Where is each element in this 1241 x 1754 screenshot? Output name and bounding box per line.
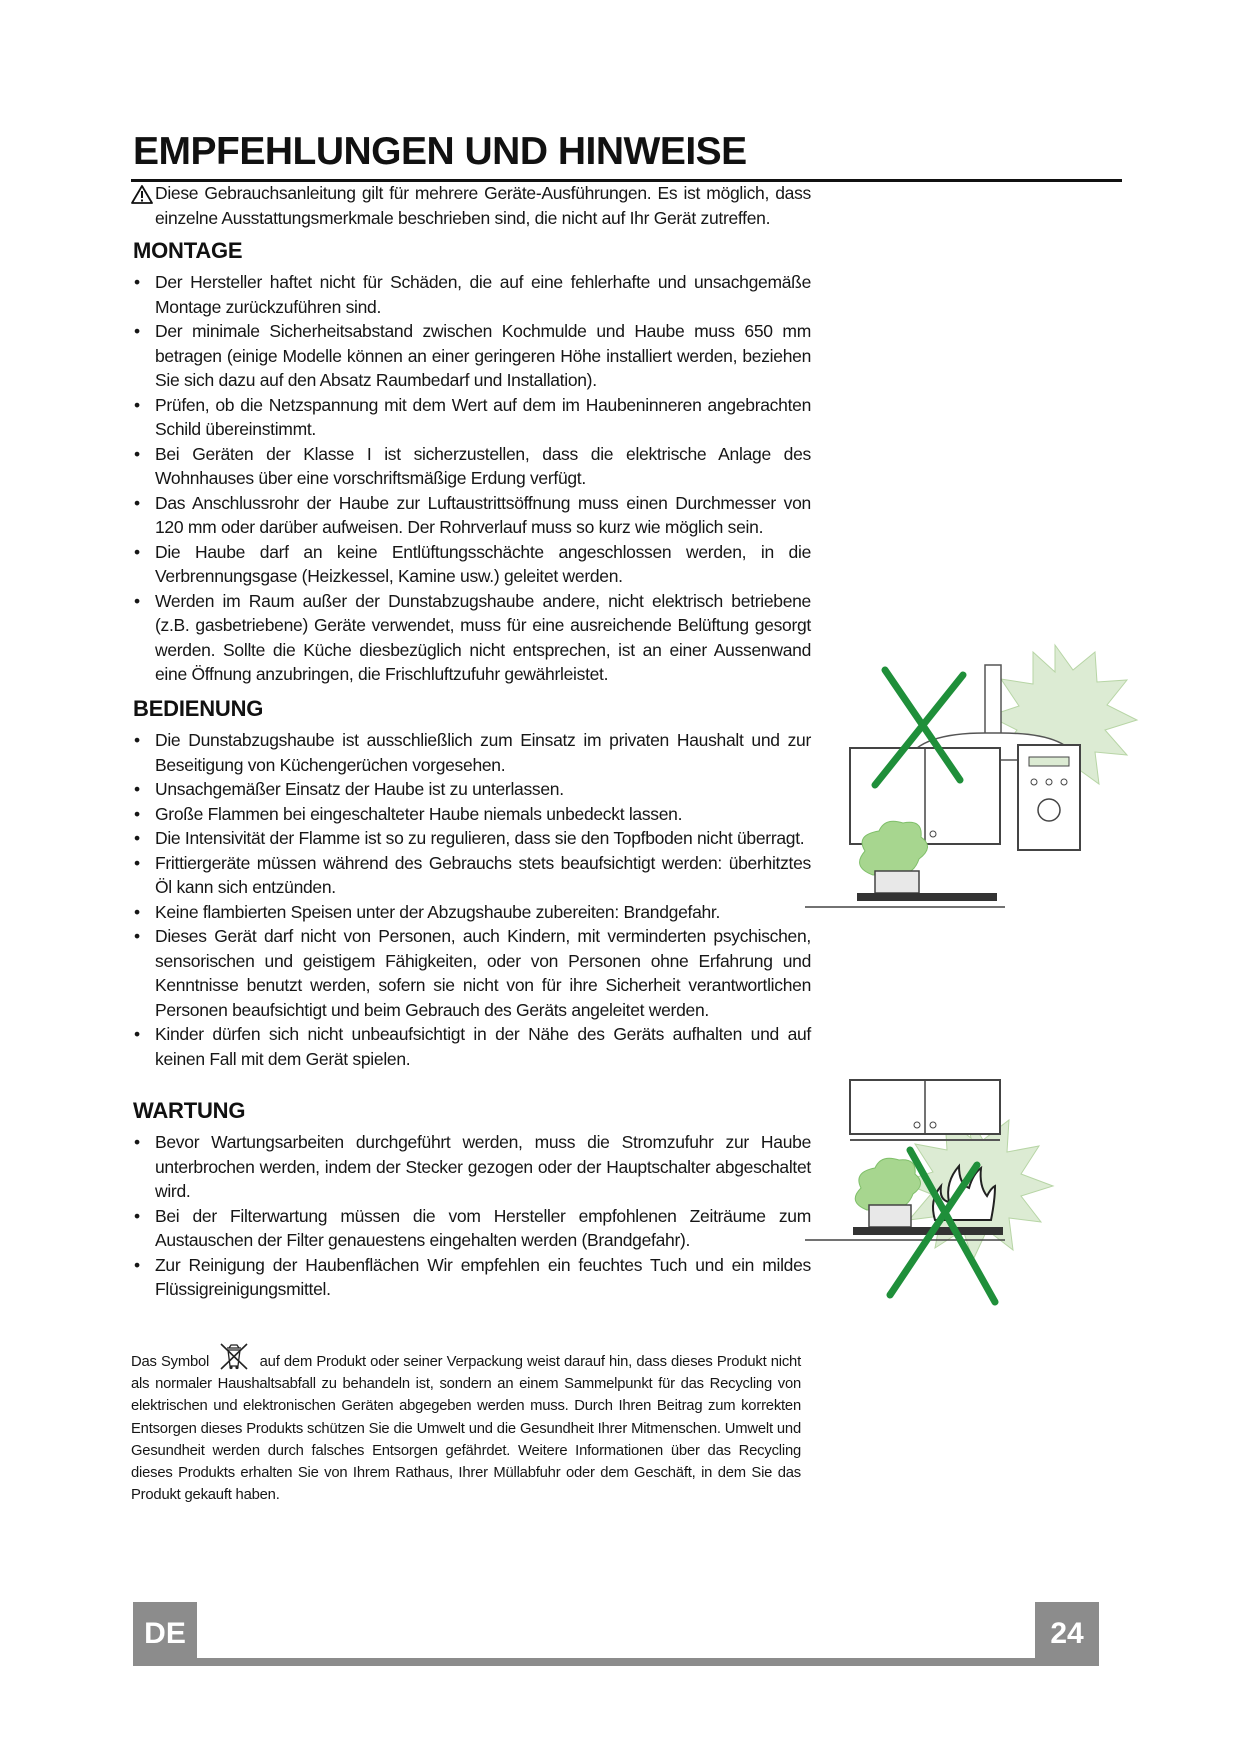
wartung-item: • Zur Reinigung der Haubenflächen Wir empfehlen ein feuchtes Tuch und ein mildes Flüssigreinigungsmittel.	[131, 1253, 811, 1302]
montage-item: • Der Hersteller haftet nicht für Schäden, die auf eine fehlerhafte und unsachgemäße Montage zurückzuführen sind.	[131, 270, 811, 319]
hood-chimney	[985, 665, 1001, 735]
montage-item: • Werden im Raum außer der Dunstabzugshaube andere, nicht elektrisch betriebene (z.B. gasbetriebene) Geräte verwendet, muss für eine ausreichende Belüftung gesorgt werden. Sollte die Küche diesbezüglich nicht entsprechen, ist an einer Aussenwand eine Öffnung anzubringen, die Frischluftzufuhr gewährleistet.	[131, 589, 811, 687]
bedienung-item: • Große Flammen bei eingeschalteter Haube niemals unbedeckt lassen.	[131, 802, 811, 827]
illustration-no-flambe	[805, 1070, 1215, 1320]
bedienung-item: • Dieses Gerät darf nicht von Personen, auch Kindern, mit verminderten psychischen, sensorischen und geistigem Fähigkeiten, oder von Personen ohne Erfahrung und Kenntnisse benutzt werden, sofern sie nicht von für ihre Sicherheit verantwortlichen Personen beaufsichtigt und beim Gebrauch des Geräts angeleitet werden.	[131, 924, 811, 1022]
bedienung-item: • Keine flambierten Speisen unter der Abzugshaube zubereiten: Brandgefahr.	[131, 900, 811, 925]
warning-icon	[131, 185, 153, 204]
weee-text-after: auf dem Produkt oder seiner Verpackung weist darauf hin, dass dieses Produkt nicht als normaler Haushaltsabfall zu behandeln ist, sondern an einem Sammelpunkt für das Recycling von elektrischen und elektronischen Geräten abgegeben werden muss. Durch Ihren Beitrag zum korrekten Entsorgen dieses Produkts schützen Sie die Umwelt und die Gesundheit Ihrer Mitmenschen. Umwelt und Gesundheit werden durch falsches Entsorgen gefährdet. Weitere Informationen über das Recycling dieses Produkts erhalten Sie von Ihrem Rathaus, Ihrer Müllabfuhr oder dem Geschäft, in dem Sie das Produkt gekauft haben.	[131, 1354, 801, 1504]
bedienung-item: • Die Intensivität der Flamme ist so zu regulieren, dass sie den Topfboden nicht überragt.	[131, 826, 811, 851]
cooking-pot	[875, 871, 919, 893]
boiler-display	[1029, 757, 1069, 766]
montage-item: • Die Haube darf an keine Entlüftungsschächte angeschlossen werden, in die Verbrennungsgase (Heizkessel, Kamine usw.) geleitet werden.	[131, 540, 811, 589]
bedienung-item: • Kinder dürfen sich nicht unbeaufsichtigt in der Nähe des Geräts aufhalten und auf keinen Fall mit dem Gerät spielen.	[131, 1022, 811, 1071]
wartung-section	[131, 1130, 811, 1302]
wartung-item: • Bevor Wartungsarbeiten durchgeführt werden, muss die Stromzufuhr zur Haube unterbrochen werden, indem der Stecker gezogen oder der Hauptschalter abgeschaltet wird.	[131, 1130, 811, 1204]
intro-text: Diese Gebrauchsanleitung gilt für mehrere Geräte-Ausführungen. Es ist möglich, dass einzelne Ausstattungsmerkmale beschrieben sind, die nicht auf Ihr Gerät zutreffen.	[155, 183, 811, 228]
montage-section	[131, 270, 811, 687]
footer-page-number: 24	[1035, 1602, 1099, 1666]
bedienung-item: • Die Dunstabzugshaube ist ausschließlich zum Einsatz im privaten Haushalt und zur Beseitigung von Küchengerüchen vorgesehen.	[131, 728, 811, 777]
page-title: EMPFEHLUNGEN UND HINWEISE	[133, 130, 747, 173]
montage-item: • Bei Geräten der Klasse I ist sicherzustellen, dass die elektrische Anlage des Wohnhauses über eine vorschriftsmäßige Erdung verfügt.	[131, 442, 811, 491]
bedienung-item: • Unsachgemäßer Einsatz der Haube ist zu unterlassen.	[131, 777, 811, 802]
illustration-no-gas-appliance	[805, 625, 1215, 935]
weee-bin-icon	[217, 1342, 251, 1370]
intro-note	[131, 181, 811, 230]
montage-item: • Prüfen, ob die Netzspannung mit dem Wert auf dem im Haubeninneren angebrachten Schild übereinstimmt.	[131, 393, 811, 442]
footer-bar	[197, 1658, 1035, 1666]
pot-steam	[855, 1158, 920, 1210]
wartung-heading: WARTUNG	[133, 1098, 246, 1123]
montage-heading: MONTAGE	[133, 238, 243, 263]
bedienung-heading: BEDIENUNG	[133, 696, 264, 721]
weee-notice	[131, 1342, 801, 1506]
bedienung-section	[131, 728, 811, 1071]
wartung-item: • Bei der Filterwartung müssen die vom Hersteller empfohlenen Zeiträume zum Austauschen der Filter genauestens eingehalten werden (Brandgefahr).	[131, 1204, 811, 1253]
weee-text-before: Das Symbol	[131, 1354, 210, 1370]
footer-language-badge: DE	[133, 1602, 197, 1666]
montage-item: • Das Anschlussrohr der Haube zur Luftaustrittsöffnung muss einen Durchmesser von 120 mm oder darüber aufweisen. Der Rohrverlauf muss so kurz wie möglich sein.	[131, 491, 811, 540]
bedienung-item: • Frittiergeräte müssen während des Gebrauchs stets beaufsichtigt werden: überhitztes Öl kann sich entzünden.	[131, 851, 811, 900]
cooktop	[857, 893, 997, 901]
cooking-pot	[869, 1205, 911, 1227]
montage-item: • Der minimale Sicherheitsabstand zwischen Kochmulde und Haube muss 650 mm betragen (einige Modelle können an einer geringeren Höhe installiert werden, beziehen Sie sich dazu auf den Absatz Raumbedarf und Installation).	[131, 319, 811, 393]
